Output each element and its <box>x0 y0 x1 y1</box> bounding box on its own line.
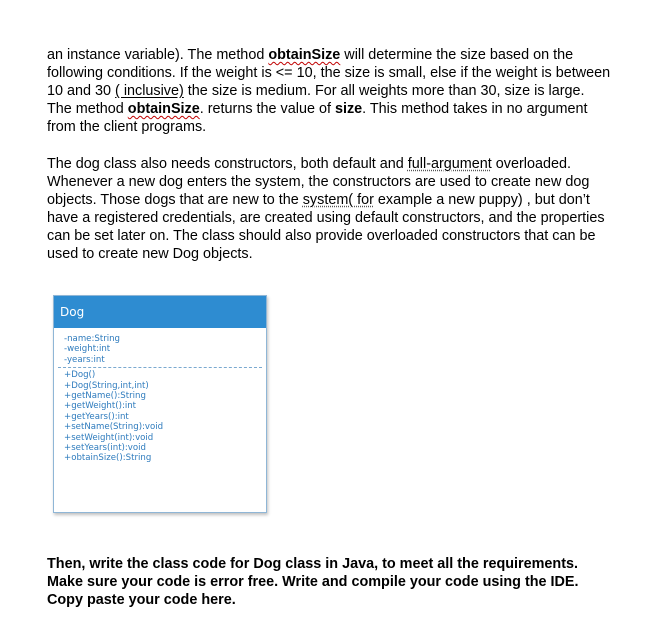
text-line: following conditions. If the weight is <= 10, the size is small, else if the weight is between <box>47 65 611 81</box>
uml-method: +obtainSize():String <box>64 453 152 464</box>
uml-class-diagram <box>53 295 267 513</box>
uml-attribute: -years:int <box>64 354 105 365</box>
uml-attribute: -weight:int <box>64 344 111 355</box>
text-line: Whenever a new dog enters the system, the constructors are used to create new dog <box>47 174 590 190</box>
uml-class-name: Dog <box>54 296 266 328</box>
uml-method: +setYears(int):void <box>64 443 146 454</box>
text-line: Make sure your code is error free. Write and compile your code using the IDE. <box>47 574 579 590</box>
text-line: used to create new Dog objects. <box>47 246 253 262</box>
text-line: an instance variable). The method obtainSize will determine the size based on the <box>47 47 574 63</box>
text-line: from the client programs. <box>47 119 207 135</box>
uml-divider <box>58 367 262 368</box>
uml-method: +setName(String):void <box>64 422 164 433</box>
text-line: objects. Those dogs that are new to the system( for example a new puppy) , but don’t <box>47 192 590 208</box>
keyword-size: size <box>334 101 363 117</box>
method-name-obtainsize: obtainSize <box>127 101 200 117</box>
text-line: Then, write the class code for Dog class in Java, to meet all the requirements. <box>47 556 579 572</box>
uml-method: +getWeight():int <box>64 401 137 412</box>
paragraph-constructors <box>47 155 632 263</box>
text-line: have a registered credentials, are created using default constructors, and the properties <box>47 210 605 226</box>
uml-members <box>54 328 266 464</box>
paragraph-instructions <box>47 555 632 609</box>
text-line: can be set later on. The class should also provide overloaded constructors that can be <box>47 228 596 244</box>
uml-method: +getName():String <box>64 391 146 402</box>
text-line: Copy paste your code here. <box>47 592 236 608</box>
paragraph-obtain-size <box>47 46 632 136</box>
text-line: The dog class also needs constructors, both default and full-argument overloaded. <box>47 156 571 172</box>
text-line: 10 and 30 ( inclusive) the size is medium. For all weights more than 30, size is large. <box>47 83 585 99</box>
text-line: The method obtainSize. returns the value of size. This method takes in no argument <box>47 101 588 117</box>
uml-method: +setWeight(int):void <box>64 432 154 443</box>
uml-method: +Dog() <box>64 370 96 381</box>
uml-method: +Dog(String,int,int) <box>64 380 149 391</box>
method-name-obtainsize: obtainSize <box>268 47 341 63</box>
uml-attribute: -name:String <box>64 334 121 344</box>
uml-method: +getYears():int <box>64 411 129 422</box>
